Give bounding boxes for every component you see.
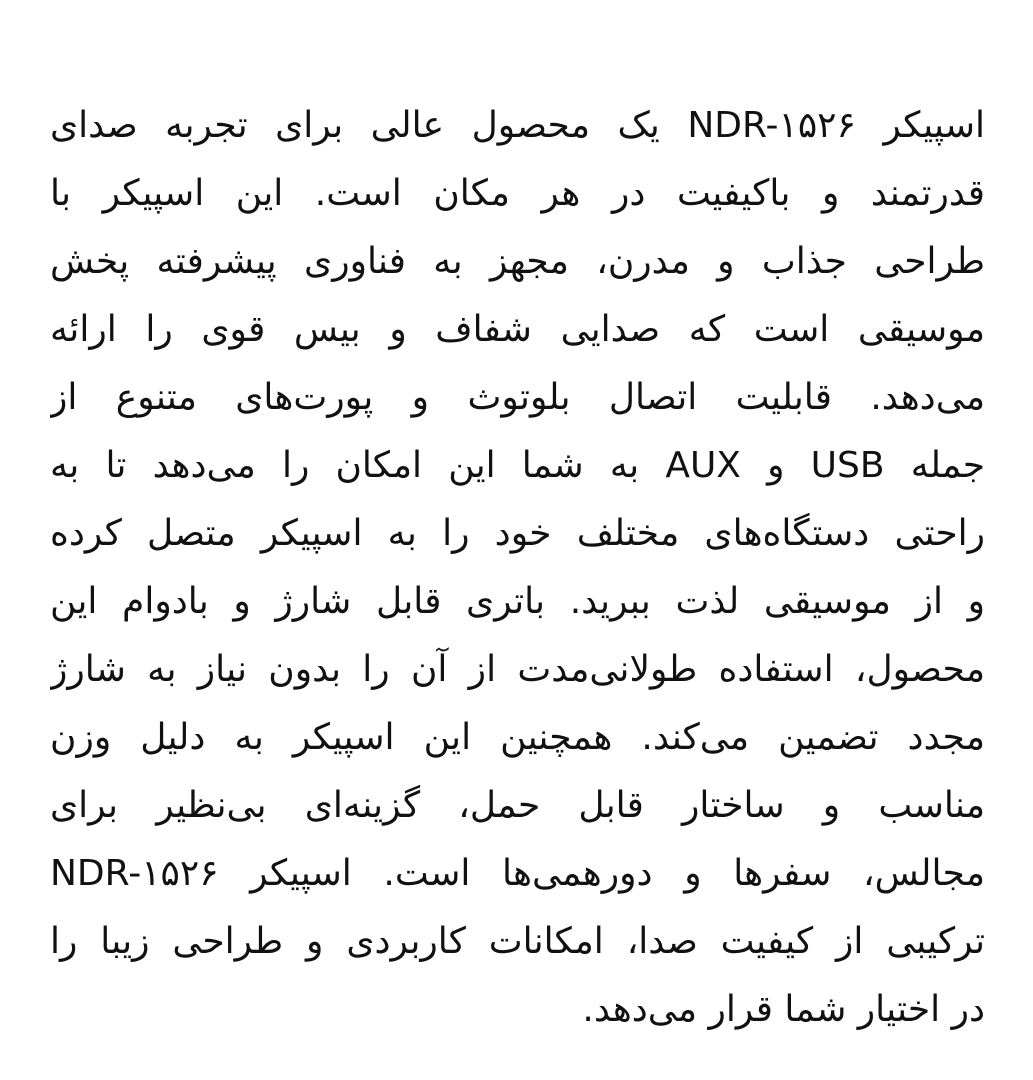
text-line: مجالس، سفرها و دورهمی‌ها است. اسپیکر NDR-۱۵۲۶ <box>50 853 985 894</box>
text-line: مناسب و ساختار قابل حمل، گزینه‌ای بی‌نظیر برای <box>50 785 985 826</box>
text-line: در اختیار شما قرار می‌دهد. <box>582 989 985 1030</box>
text-line: محصول، استفاده طولانی‌مدت از آن را بدون نیاز به شارژ <box>50 649 985 690</box>
text-line: می‌دهد. قابلیت اتصال بلوتوث و پورت‌های متنوع از <box>50 377 985 418</box>
text-line: اسپیکر NDR-۱۵۲۶ یک محصول عالی برای تجربه صدای <box>50 105 985 146</box>
text-line: و از موسیقی لذت ببرید. باتری قابل شارژ و بادوام این <box>50 581 985 622</box>
text-line: ترکیبی از کیفیت صدا، امکانات کاربردی و طراحی زیبا را <box>50 921 985 962</box>
text-line: قدرتمند و باکیفیت در هر مکان است. این اسپیکر با <box>50 173 985 214</box>
text-line: جمله USB و AUX به شما این امکان را می‌دهد تا به <box>50 445 985 486</box>
text-line: موسیقی است که صدایی شفاف و بیس قوی را ارائه <box>50 309 985 350</box>
text-line: طراحی جذاب و مدرن، مجهز به فناوری پیشرفته پخش <box>50 241 985 282</box>
text-line: راحتی دستگاه‌های مختلف خود را به اسپیکر متصل کرده <box>50 513 985 554</box>
product-description <box>50 92 985 1044</box>
text-line: مجدد تضمین می‌کند. همچنین این اسپیکر به دلیل وزن <box>50 717 985 758</box>
